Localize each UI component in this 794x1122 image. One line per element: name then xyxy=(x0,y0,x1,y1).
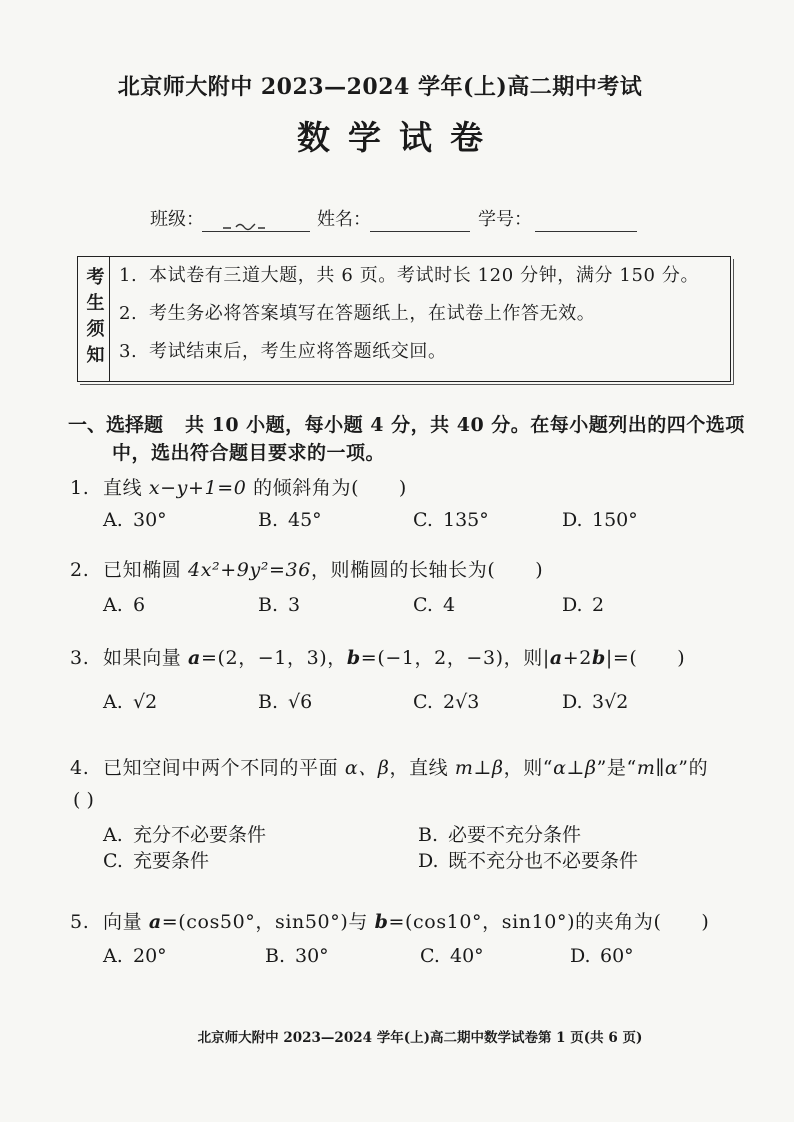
stem-text: +2 xyxy=(562,647,592,669)
option-d xyxy=(562,689,628,715)
option-c xyxy=(413,689,479,715)
question-stem xyxy=(70,909,742,935)
notice-items xyxy=(110,257,730,381)
question-number: 4. xyxy=(70,757,90,779)
option-c xyxy=(103,848,209,874)
stem-text: =(cos50°，sin50°)与 xyxy=(161,911,375,933)
stem-text: 向量 xyxy=(103,911,149,933)
question-1 xyxy=(70,475,742,531)
option-b xyxy=(258,689,312,715)
option-letter: B. xyxy=(258,594,279,616)
stem-text: =(2，−1，3)， xyxy=(200,647,347,669)
option-letter: C. xyxy=(413,691,433,713)
option-value: 必要不充分条件 xyxy=(448,824,582,846)
option-value: √2 xyxy=(133,691,158,713)
math-expression: α、β xyxy=(344,757,390,779)
option-letter: C. xyxy=(413,509,433,531)
question-stem xyxy=(70,475,742,501)
stem-text: ，则椭圆的长轴长为 xyxy=(310,559,488,581)
option-value: 3 xyxy=(288,594,301,616)
math-expression: 4x²+9y²=36 xyxy=(188,559,311,581)
question-stem xyxy=(70,755,742,781)
option-letter: B. xyxy=(258,691,279,713)
question-2 xyxy=(70,557,742,616)
option-letter: D. xyxy=(562,691,583,713)
option-letter: A. xyxy=(103,945,123,967)
question-3 xyxy=(70,645,742,713)
answer-blank: ( ) xyxy=(487,559,544,581)
option-b xyxy=(258,592,300,618)
option-value: 45° xyxy=(288,509,322,531)
vector-symbol: b xyxy=(374,911,389,933)
stem-text: ”是“ xyxy=(596,757,637,779)
stem-text: =(−1，2，−3)，则| xyxy=(360,647,550,669)
question-number: 3. xyxy=(70,647,90,669)
exam-header: 北京师大附中 2023—2024 学年(上)高二期中考试 xyxy=(117,74,643,100)
option-b xyxy=(418,822,581,848)
answer-blank: ( ) xyxy=(351,477,407,499)
answer-blank: ( ) xyxy=(73,789,94,811)
option-b xyxy=(258,507,322,533)
option-b xyxy=(265,943,329,969)
student-id-label: 学号： xyxy=(478,209,532,230)
student-id-blank xyxy=(535,207,637,232)
section-heading: 一、选择题 xyxy=(68,414,164,436)
notice-label-cell xyxy=(78,257,110,381)
question-number: 2. xyxy=(70,559,90,581)
math-expression: x−y+1=0 xyxy=(148,477,247,499)
option-d xyxy=(418,848,638,874)
option-letter: D. xyxy=(570,945,591,967)
math-expression: α⊥β xyxy=(553,757,597,779)
option-c xyxy=(420,943,484,969)
option-letter: D. xyxy=(562,509,583,531)
stem-text: =(cos10°，sin10°)的夹角为 xyxy=(388,911,654,933)
option-letter: C. xyxy=(413,594,433,616)
notice-item xyxy=(119,333,730,371)
option-a xyxy=(103,822,266,848)
notice-label: 考生须知 xyxy=(83,267,105,371)
question-4 xyxy=(70,755,742,872)
option-value: 30° xyxy=(133,509,167,531)
answer-blank: ( ) xyxy=(653,911,710,933)
notice-item xyxy=(119,257,730,295)
option-letter: D. xyxy=(562,594,583,616)
option-c xyxy=(413,507,489,533)
option-a xyxy=(103,592,145,618)
stem-text: 已知椭圆 xyxy=(103,559,189,581)
vector-symbol: b xyxy=(592,647,606,669)
notice-item-number: 1. xyxy=(119,265,138,286)
option-value: 60° xyxy=(600,945,634,967)
option-a xyxy=(103,507,167,533)
option-value: 4 xyxy=(443,594,456,616)
section-description: 中，选出符合题目要求的一项。 xyxy=(112,442,386,464)
option-letter: A. xyxy=(103,824,123,846)
exam-notice-box xyxy=(77,256,731,382)
notice-item xyxy=(119,295,730,333)
vector-symbol: a xyxy=(188,647,201,669)
question-number: 1. xyxy=(70,477,90,499)
option-a xyxy=(103,943,167,969)
stem-text: 如果向量 xyxy=(103,647,189,669)
stem-text: 已知空间中两个不同的平面 xyxy=(103,757,345,779)
option-value: 135° xyxy=(443,509,489,531)
answer-blank: ( ) xyxy=(629,647,686,669)
page-title: 数学试卷 xyxy=(297,118,501,157)
option-letter: B. xyxy=(265,945,286,967)
option-value: 30° xyxy=(295,945,329,967)
question-stem xyxy=(70,645,742,671)
option-c xyxy=(413,592,455,618)
option-letter: C. xyxy=(103,850,123,872)
notice-item-number: 2. xyxy=(119,303,138,324)
option-value: 既不充分也不必要条件 xyxy=(448,850,639,872)
option-value: 充分不必要条件 xyxy=(133,824,267,846)
question-number: 5. xyxy=(70,911,90,933)
option-value: 40° xyxy=(450,945,484,967)
option-d xyxy=(562,507,638,533)
option-value: 2√3 xyxy=(443,691,480,713)
math-expression: m⊥β xyxy=(454,757,504,779)
page-footer: 北京师大附中 2023—2024 学年(上)高二期中数学试卷第 1 页(共 6 页) xyxy=(197,1030,643,1046)
option-value: 2 xyxy=(592,594,605,616)
option-value: 充要条件 xyxy=(133,850,210,872)
notice-item-number: 3. xyxy=(119,341,138,362)
option-a xyxy=(103,689,157,715)
class-label: 班级： xyxy=(150,209,204,230)
option-letter: A. xyxy=(103,594,123,616)
option-value: √6 xyxy=(288,691,313,713)
name-blank xyxy=(370,207,470,232)
option-value: 6 xyxy=(133,594,146,616)
option-letter: C. xyxy=(420,945,440,967)
math-expression: m∥α xyxy=(636,757,679,779)
stem-text: 的倾斜角为 xyxy=(246,477,352,499)
pen-mark xyxy=(222,220,266,232)
vector-symbol: a xyxy=(549,647,563,669)
name-label: 姓名： xyxy=(317,209,371,230)
option-value: 20° xyxy=(133,945,167,967)
option-letter: A. xyxy=(103,691,123,713)
stem-text: 直线 xyxy=(103,477,149,499)
vector-symbol: b xyxy=(346,647,361,669)
option-value: 150° xyxy=(592,509,638,531)
stem-text: ，则“ xyxy=(503,757,554,779)
section-description: 共 10 小题，每小题 4 分，共 40 分。在每小题列出的四个选项 xyxy=(185,414,745,436)
question-stem xyxy=(70,557,742,583)
option-letter: A. xyxy=(103,509,123,531)
stem-text: ，直线 xyxy=(389,757,455,779)
option-letter: D. xyxy=(418,850,439,872)
option-letter: B. xyxy=(418,824,439,846)
question-5 xyxy=(70,909,742,967)
option-d xyxy=(562,592,604,618)
notice-item-text: 考生务必将答案填写在答题纸上，在试卷上作答无效。 xyxy=(149,303,596,324)
option-d xyxy=(570,943,634,969)
notice-item-text: 本试卷有三道大题，共 6 页。考试时长 120 分钟，满分 150 分。 xyxy=(149,265,700,286)
stem-text: |= xyxy=(605,647,630,669)
option-value: 3√2 xyxy=(592,691,629,713)
notice-item-text: 考试结束后，考生应将答题纸交回。 xyxy=(149,341,447,362)
stem-text: ”的 xyxy=(678,757,709,779)
vector-symbol: a xyxy=(148,911,162,933)
option-letter: B. xyxy=(258,509,279,531)
